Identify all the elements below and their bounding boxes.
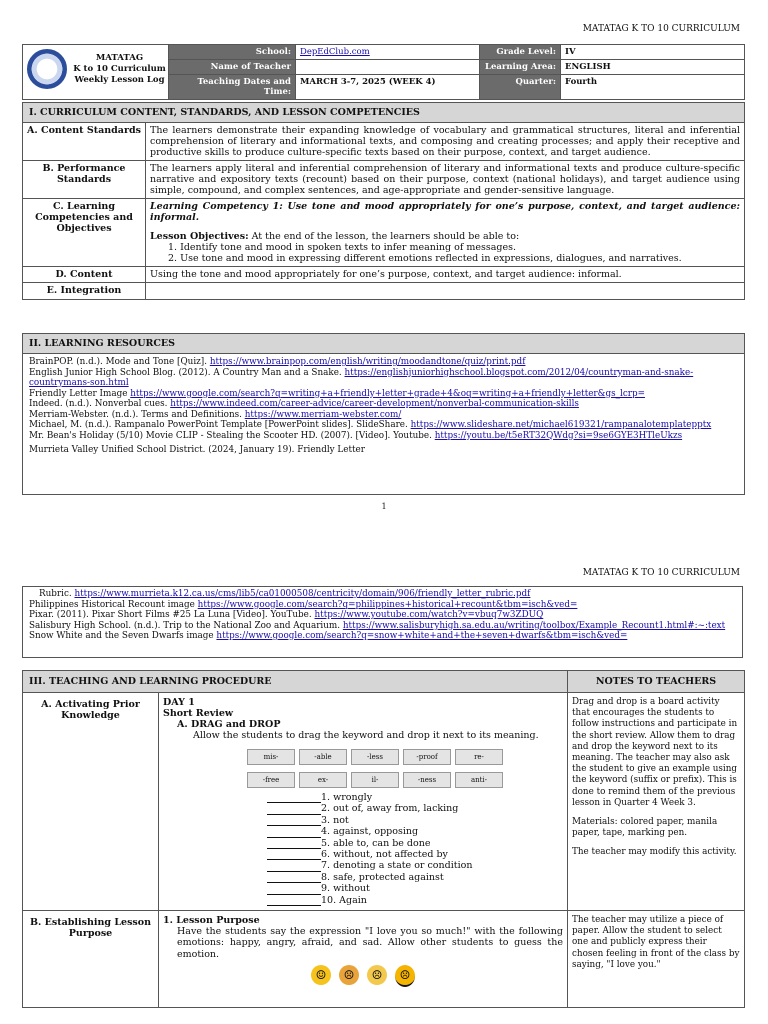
day-label: DAY 1 (163, 697, 195, 708)
resource-item: Merriam-Webster. (n.d.). Terms and Definitions. https://www.merriam-webster.com/ (29, 409, 402, 420)
content-standards-text: The learners demonstrate their expanding knowledge of vocabulary and grammatical structures, literal and inferential comprehension of literary and informational texts, and composing and creating processes; and apply their receptive and productive skills to produce culture-specific texts based on their purpose, context, and target audience. (146, 123, 745, 161)
lesson-purpose-heading: 1. Lesson Purpose (163, 915, 260, 927)
meaning-item[interactable]: 2. out of, away from, lacking (267, 803, 563, 814)
quarter-label: Quarter: (480, 75, 561, 100)
afraid-emoji-icon: ☹ (367, 965, 387, 985)
resource-item: Friendly Letter Image https://www.google.com/search?q=writing+a+friendly+letter+grade+4&oq=writing+a+friendly+letter&gs_lcrp= (29, 388, 645, 399)
header-title-cell (23, 45, 169, 100)
drag-drop-title: A. DRAG and DROP (177, 719, 281, 730)
dates-value: MARCH 3-7, 2025 (WEEK 4) (296, 75, 480, 100)
keyword-chip[interactable]: mis- (247, 749, 295, 765)
resource-link[interactable]: https://youtu.be/t5eRT32QWdg?si=9se6GYE3HTleUkzs (434, 430, 683, 441)
page-number: 1 (381, 502, 387, 511)
resource-link[interactable]: https://www.murrieta.k12.ca.us/cms/lib5/ca01000508/centricity/domain/906/friendly_letter_rubric.pdf (74, 589, 531, 599)
school-link[interactable]: DepEdClub.com (300, 47, 370, 57)
curriculum-label-page2: MATATAG K TO 10 CURRICULUM (582, 568, 740, 578)
header-table (22, 44, 745, 100)
grade-value: IV (561, 45, 745, 60)
header-title-line2: K to 10 Curriculum (73, 63, 166, 74)
keyword-chip[interactable]: -less (351, 749, 399, 765)
meaning-item[interactable]: 6. without, not affected by (267, 849, 563, 860)
header-title-line1: MATATAG (95, 52, 144, 63)
angry-emoji-icon: ☹ (339, 965, 359, 985)
integration-label: E. Integration (23, 283, 146, 300)
resource-item: Philippines Historical Recount image https://www.google.com/search?q=philippines+historical+recount&tbm=isch&ved= (29, 599, 578, 610)
quarter-value: Fourth (561, 75, 745, 100)
section3-title: III. TEACHING AND LEARNING PROCEDURE (23, 671, 568, 693)
resource-item: BrainPOP. (n.d.). Mode and Tone [Quiz]. https://www.brainpop.com/english/writing/moodandtone/quiz/print.pdf (29, 357, 526, 367)
resource-link[interactable]: https://www.google.com/search?q=writing+a+friendly+letter+grade+4&oq=writing+a+friendly+letter&gs_lcrp= (130, 388, 645, 399)
section1-title: I. CURRICULUM CONTENT, STANDARDS, AND LESSON COMPETENCIES (23, 103, 745, 123)
lesson-purpose-text: Have the students say the expression "I love you so much!" with the following emotions: happy, angry, afraid, and sad. Allow other students to guess the emotion. (177, 926, 563, 960)
notes-title: NOTES TO TEACHERS (568, 671, 745, 693)
meaning-item[interactable]: 5. able to, can be done (267, 838, 563, 849)
happy-emoji-icon: ☺ (311, 965, 331, 985)
teacher-value (296, 60, 480, 75)
notes-materials: Materials: colored paper, manila paper, tape, marking pen. (572, 817, 718, 839)
grade-label: Grade Level: (480, 45, 561, 60)
chip-row-1 (245, 749, 563, 765)
chip-row-2 (245, 772, 563, 788)
meaning-item[interactable]: 7. denoting a state or condition (267, 860, 563, 871)
resource-item: Mr. Bean's Holiday (5/10) Movie CLIP - Stealing the Scooter HD. (2007). [Video]. Youtube. https://youtu.be/t5eRT32QWdg?si=9se6GYE3HTleUkzs (29, 430, 683, 441)
content-text: Using the tone and mood appropriately for one’s purpose, context, and target audience: informal. (146, 267, 745, 283)
section2-title: II. LEARNING RESOURCES (23, 334, 744, 354)
keyword-chip[interactable]: re- (455, 749, 503, 765)
meaning-item[interactable]: 10. Again (267, 895, 563, 906)
keyword-chip[interactable]: -free (247, 772, 295, 788)
notes-lesson-purpose: The teacher may utilize a piece of paper. Allow the student to select one and publicly express their chosen feeling in front of the class by saying, "I love you." (568, 911, 745, 1008)
performance-standards-text: The learners apply literal and inferential comprehension of literary and informational texts and produce culture-specific narrative and expository texts (recount) based on their purpose, context (national holidays), and target audience using simple, compound, and complex sentences, and age-appropriate and gender-sensitive language. (146, 161, 745, 199)
notes-drag-drop: Drag and drop is a board activity that encourages the students to follow instructions and participate in the short review. Allow them to drag and drop the keyword next to its meaning. The teacher may also ask the student to give an example using the keyword (suffix or prefix). This is done to remind them of the previous lesson in Quarter 4 Week 3. (572, 697, 738, 808)
lesson-purpose-label: B. Establishing Lesson Purpose (23, 911, 159, 1008)
competencies-label: C. Learning Competencies and Objectives (23, 199, 146, 267)
resource-link[interactable]: https://www.google.com/search?q=philippines+historical+recount&tbm=isch&ved= (197, 599, 578, 610)
objectives-label: Lesson Objectives: (150, 231, 249, 242)
objective-item: 2. Use tone and mood in expressing different emotions reflected in expressions, dialogues, and narratives. (168, 253, 682, 264)
meaning-item[interactable]: 1. wrongly (267, 792, 563, 803)
performance-standards-label: B. Performance Standards (23, 161, 146, 199)
section3-table (22, 670, 745, 1008)
sad-emoji-icon: ☹ (395, 965, 415, 987)
deped-seal-icon (27, 49, 67, 89)
section1-table (22, 102, 745, 300)
resource-item: Murrieta Valley Unified School District. (2024, January 19). Friendly Letter (29, 445, 365, 455)
keyword-chip[interactable]: il- (351, 772, 399, 788)
drag-instruction: Allow the students to drag the keyword and drop it next to its meaning. (193, 730, 539, 741)
curriculum-label: MATATAG K TO 10 CURRICULUM (582, 24, 740, 34)
resource-link[interactable]: https://www.merriam-webster.com/ (244, 409, 402, 420)
resource-item: Salisbury High School. (n.d.). Trip to the National Zoo and Aquarium. https://www.salisburyhigh.sa.edu.au/writing/toolbox/Example_Recount1.html#:~:text (29, 620, 726, 631)
resource-link[interactable]: https://www.brainpop.com/english/writing/moodandtone/quiz/print.pdf (209, 357, 526, 367)
keyword-chip[interactable]: ex- (299, 772, 347, 788)
resource-item: Pixar. (2011). Pixar Short Films #25 La Luna [Video]. YouTube. https://www.youtube.com/watch?v=vbuq7w3ZDUQ (29, 610, 544, 620)
resource-item: Michael, M. (n.d.). Rampanalo PowerPoint Template [PowerPoint slides]. SlideShare. https://www.slideshare.net/michael619321/rampanalotemplatepptx (29, 420, 712, 430)
meaning-item[interactable]: 4. against, opposing (267, 826, 563, 837)
resource-link[interactable]: https://www.salisburyhigh.sa.edu.au/writing/toolbox/Example_Recount1.html#:~:text (342, 620, 726, 631)
keyword-chip[interactable]: anti- (455, 772, 503, 788)
competency-text: Learning Competency 1: Use tone and mood appropriately for one’s purpose, context, and target audience: informal. (150, 201, 740, 223)
resource-link[interactable]: https://www.indeed.com/career-advice/career-development/nonverbal-communication-skills (170, 399, 579, 409)
area-value: ENGLISH (561, 60, 745, 75)
resource-link[interactable]: https://englishjuniorhighschool.blogspot.com/2012/04/countryman-and-snake-countrymans-son.html (29, 367, 694, 388)
notes-modify: The teacher may modify this activity. (572, 847, 737, 858)
resource-link[interactable]: https://www.slideshare.net/michael619321/rampanalotemplatepptx (410, 420, 712, 430)
resource-link[interactable]: https://www.google.com/search?q=snow+white+and+the+seven+dwarfs&tbm=isch&ved= (216, 631, 628, 641)
resource-item: English Junior High School Blog. (2012). A Country Man and a Snake. https://englishjuniorhighschool.blogspot.com/2012/04/countryman-and-snake-countrymans-son.html (29, 367, 694, 388)
objectives-intro: At the end of the lesson, the learners should be able to: (248, 231, 520, 242)
activating-knowledge-label: A. Activating Prior Knowledge (23, 693, 159, 911)
dates-label: Teaching Dates and Time: (169, 75, 296, 100)
short-review-label: Short Review (163, 708, 234, 719)
school-label: School: (169, 45, 296, 60)
keyword-chip[interactable]: -able (299, 749, 347, 765)
meaning-item[interactable]: 8. safe, protected against (267, 872, 563, 883)
resource-item: Snow White and the Seven Dwarfs image https://www.google.com/search?q=snow+white+and+the+seven+dwarfs&tbm=isch&ved= (29, 631, 628, 641)
content-standards-label: A. Content Standards (23, 123, 146, 161)
keyword-chip[interactable]: -proof (403, 749, 451, 765)
resource-item: Indeed. (n.d.). Nonverbal cues. https://www.indeed.com/career-advice/career-development/nonverbal-communication-skills (29, 399, 579, 409)
meanings-list (163, 792, 563, 906)
area-label: Learning Area: (480, 60, 561, 75)
resource-link[interactable]: https://www.youtube.com/watch?v=vbuq7w3ZDUQ (314, 610, 544, 620)
keyword-chip[interactable]: -ness (403, 772, 451, 788)
meaning-item[interactable]: 3. not (267, 815, 563, 826)
emotion-emojis (163, 965, 563, 987)
content-label: D. Content (23, 267, 146, 283)
resource-item: Rubric. https://www.murrieta.k12.ca.us/cms/lib5/ca01000508/centricity/domain/906/friendly_letter_rubric.pdf (39, 589, 531, 599)
meaning-item[interactable]: 9. without (267, 883, 563, 894)
header-title-line3: Weekly Lesson Log (74, 74, 165, 85)
learning-resources-box (22, 333, 745, 495)
resource-list-continued (22, 586, 743, 658)
teacher-label: Name of Teacher (169, 60, 296, 75)
objective-item: 1. Identify tone and mood in spoken texts to infer meaning of messages. (168, 242, 517, 253)
resource-list (23, 354, 744, 459)
